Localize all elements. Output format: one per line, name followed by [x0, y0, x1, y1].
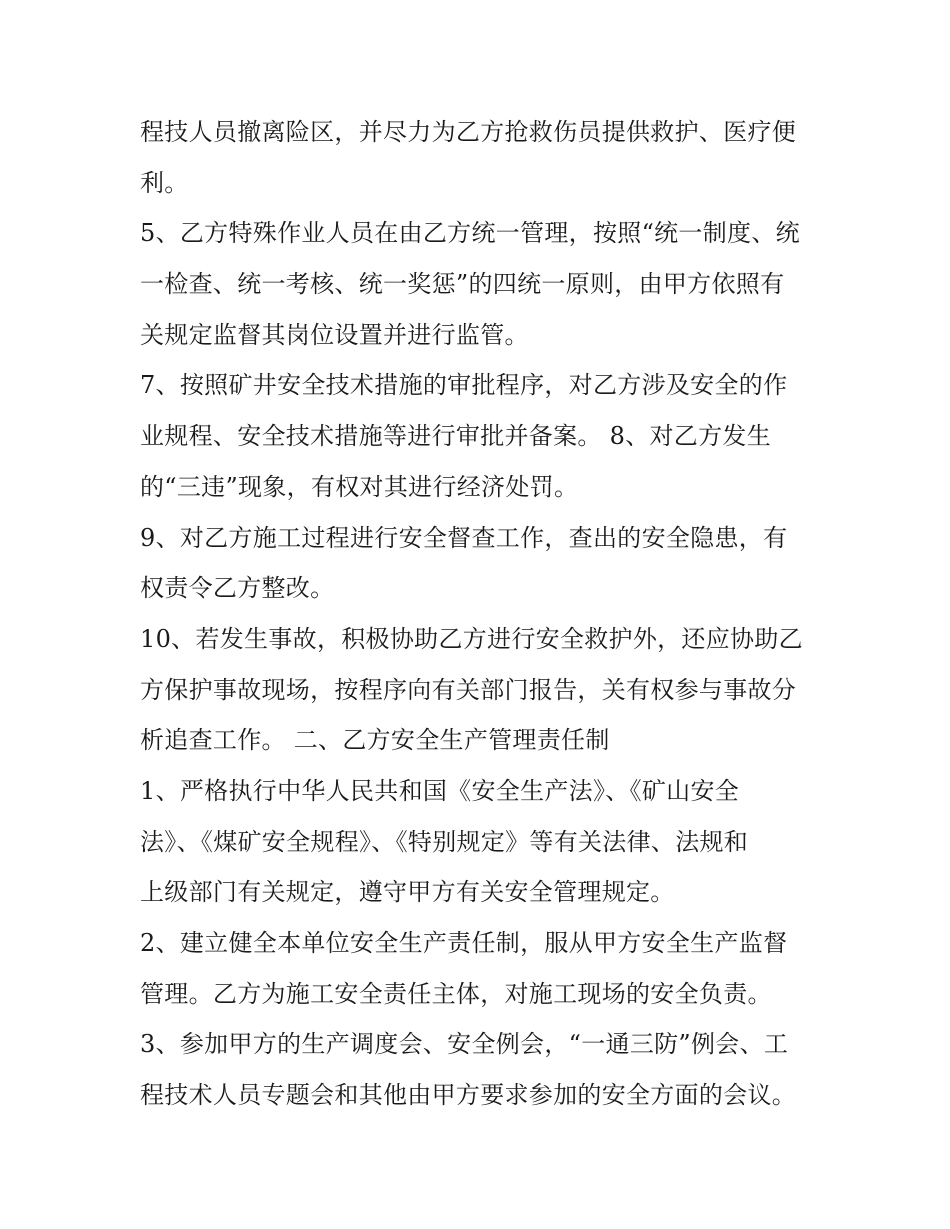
text-line: 10、若发生事故，积极协助乙方进行安全救护外，还应协助乙 — [140, 624, 803, 653]
text-line: 7、按照矿井安全技术措施的审批程序，对乙方涉及安全的作 — [140, 371, 788, 400]
text-line: 权责令乙方整改。 — [140, 574, 335, 603]
text-line: 关规定监督其岗位设置并进行监管。 — [140, 320, 529, 349]
text-line: 程技术人员专题会和其他由甲方要求参加的安全方面的会议。 — [140, 1081, 797, 1110]
text-line: 业规程、安全技术措施等进行审批并备案。 8、对乙方发生 — [140, 422, 771, 451]
text-line: 2、建立健全本单位安全生产责任制，服从甲方安全生产监督 — [140, 929, 788, 957]
text-line: 9、对乙方施工过程进行安全督查工作，查出的安全隐患，有 — [140, 523, 788, 552]
text-line: 一检查、统一考核、统一奖惩”的四统一原则，由甲方依照有 — [140, 270, 785, 299]
text-line: 程技人员撤离险区，并尽力为乙方抢救伤员提供救护、医疗便 — [140, 118, 797, 146]
document-body — [140, 107, 830, 1121]
text-line: 的“三违”现象，有权对其进行经济处罚。 — [140, 472, 579, 501]
text-line: 1、严格执行中华人民共和国《安全生产法》、《矿山安全 — [140, 776, 740, 805]
text-line: 5、乙方特殊作业人员在由乙方统一管理，按照“统一制度、统 — [140, 219, 800, 248]
text-line: 方保护事故现场，按程序向有关部门报告，关有权参与事故分 — [140, 675, 797, 704]
text-line: 管理。乙方为施工安全责任主体，对施工现场的安全负责。 — [140, 979, 772, 1008]
text-line: 上级部门有关规定，遵守甲方有关安全管理规定。 — [140, 878, 675, 907]
text-line: 3、参加甲方的生产调度会、安全例会，“一通三防”例会、工 — [140, 1030, 789, 1059]
text-line: 利。 — [140, 168, 189, 197]
text-line: 法》、《煤矿安全规程》、《特别规定》等有关法律、法规和 — [140, 827, 749, 856]
text-line: 析追查工作。 二、乙方安全生产管理责任制 — [140, 726, 610, 755]
